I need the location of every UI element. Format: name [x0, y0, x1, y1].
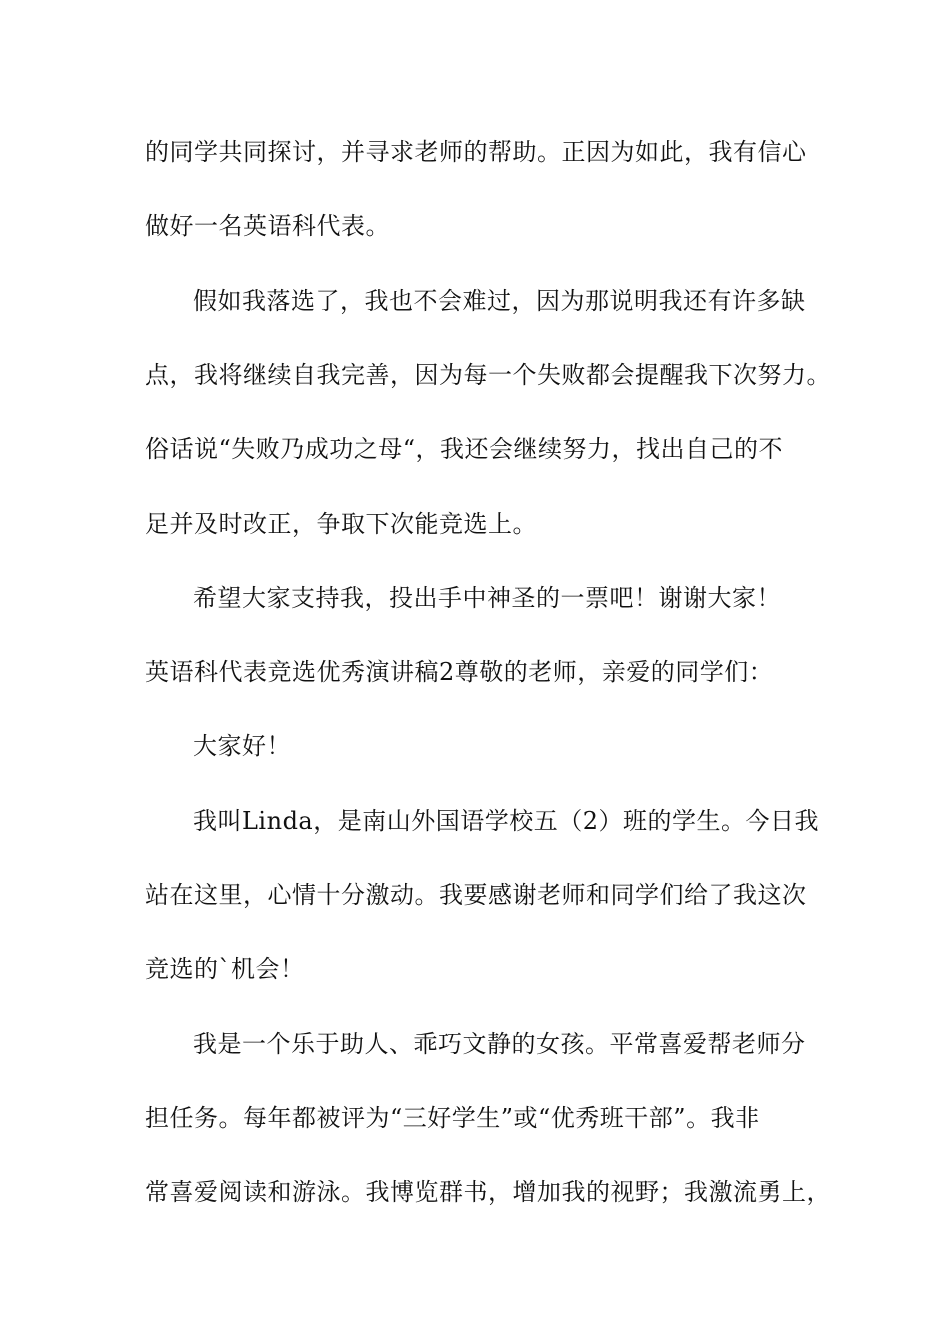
section-heading: 英语科代表竞选优秀演讲稿2尊敬的老师，亲爱的同学们： — [145, 658, 774, 686]
paragraph-start: 我是一个乐于助人、乖巧文静的女孩。平常喜爱帮老师分 — [193, 1030, 806, 1058]
text-line: 做好一名英语科代表。 — [145, 212, 390, 240]
greeting: 大家好！ — [193, 732, 291, 760]
text-line: 竞选的`机会！ — [145, 955, 305, 983]
text-line: 站在这里，心情十分激动。我要感谢老师和同学们给了我这次 — [145, 881, 807, 909]
text-line: 的同学共同探讨，并寻求老师的帮助。正因为如此，我有信心 — [145, 138, 807, 166]
text-line: 俗话说“失败乃成功之母“，我还会继续努力，找出自己的不 — [145, 435, 784, 463]
text-line: 点，我将继续自我完善，因为每一个失败都会提醒我下次努力。 — [145, 361, 831, 389]
text-line: 足并及时改正，争取下次能竞选上。 — [145, 510, 537, 538]
paragraph-start: 我叫Linda，是南山外国语学校五（2）班的学生。今日我 — [193, 807, 820, 835]
text-line: 常喜爱阅读和游泳。我博览群书，增加我的视野；我激流勇上， — [145, 1178, 831, 1206]
paragraph-start: 希望大家支持我，投出手中神圣的一票吧！谢谢大家！ — [193, 584, 781, 612]
paragraph-start: 假如我落选了，我也不会难过，因为那说明我还有许多缺 — [193, 287, 806, 315]
text-line: 担任务。每年都被评为“三好学生”或“优秀班干部”。我非 — [145, 1104, 760, 1132]
